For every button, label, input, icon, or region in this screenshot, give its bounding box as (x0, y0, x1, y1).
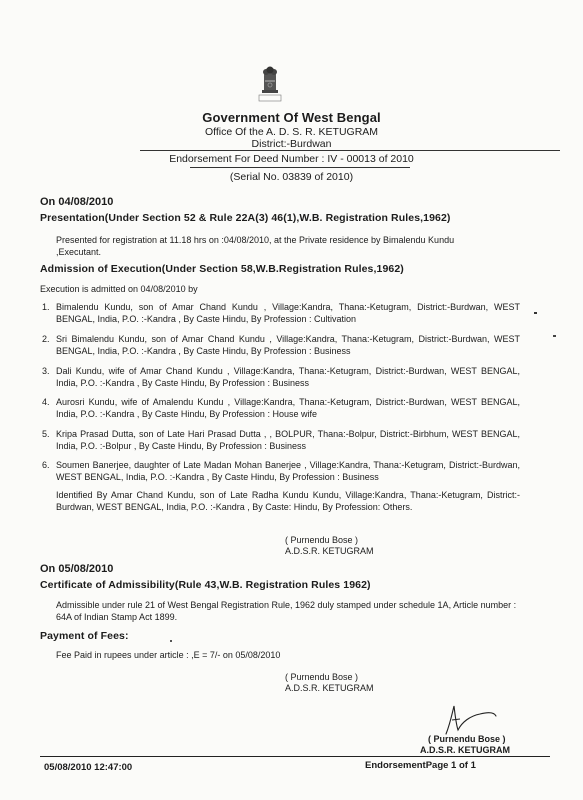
signatory-name: ( Purnendu Bose ) (285, 535, 359, 545)
certificate-date: On 05/08/2010 (40, 563, 114, 575)
scan-speck (553, 335, 556, 337)
signatory-name: ( Purnendu Bose ) (428, 734, 506, 744)
fees-heading: Payment of Fees: (40, 630, 129, 642)
list-item: 3. Dali Kundu, wife of Amar Chand Kundu , Village:Kandra, Thana:-Ketugram, District:-Burdwan, WEST BENGAL, India, P.O. :-Kandra , By Caste Hindu, By Profession : Business (42, 366, 520, 388)
certificate-text: Admissible under rule 21 of West Bengal Registration Rule, 1962 duly stamped under schedule 1A, Article number : 64A of Indian Stamp Act 1899. (56, 600, 517, 622)
fees-signature (285, 672, 374, 694)
list-item: 2. Sri Bimalendu Kundu, son of Amar Chand Kundu , Village:Kandra, Thana:-Ketugram, District:-Burdwan, WEST BENGAL, India, P.O. :-Kandra , By Caste Hindu, By Profession : Business (42, 334, 520, 356)
signatory-name: ( Purnendu Bose ) (285, 672, 359, 682)
footer-divider (40, 756, 550, 757)
list-item: 4. Aurosri Kundu, wife of Amalendu Kundu , Village:Kandra, Thana:-Ketugram, District:-Burdwan, WEST BENGAL, India, P.O. :-Kandra , By Caste Hindu, By Profession : House wife (42, 397, 520, 419)
admission-heading: Admission of Execution(Under Section 58,W.B.Registration Rules,1962) (40, 263, 404, 275)
signatory-title: A.D.S.R. KETUGRAM (285, 546, 374, 556)
final-signature (420, 734, 510, 756)
signatory-title: A.D.S.R. KETUGRAM (420, 745, 510, 755)
header-divider (140, 150, 560, 151)
state-emblem-icon (253, 62, 287, 106)
footer-page-number: EndorsementPage 1 of 1 (365, 760, 476, 771)
presentation-text: Presented for registration at 11.18 hrs on :04/08/2010, at the Private residence by Bimalendu Kundu ,Executant. (56, 235, 455, 257)
presentation-date: On 04/08/2010 (40, 196, 114, 208)
admission-intro: Execution is admitted on 04/08/2010 by (40, 284, 198, 294)
footer-timestamp: 05/08/2010 12:47:00 (44, 762, 133, 773)
district-name: District:-Burdwan (251, 138, 332, 150)
certificate-heading: Certificate of Admissibility(Rule 43,W.B. Registration Rules 1962) (40, 579, 371, 591)
signatory-title: A.D.S.R. KETUGRAM (285, 683, 374, 693)
endorsement-number: Endorsement For Deed Number : IV - 00013 of 2010 (169, 153, 414, 165)
identified-by-text: Identified By Amar Chand Kundu, son of Late Radha Kundu Kundu, Village:Kandra, Thana:-Ketugram, District:-Burdwan, WEST BENGAL, India, P.O. :-Kandra , By Caste: Hindu, By Profession: Others. (56, 490, 520, 512)
list-item: 5. Kripa Prasad Dutta, son of Late Hari Prasad Dutta , , BOLPUR, Thana:-Bolpur, District:-Birbhum, WEST BENGAL, India, P.O. :-Bolpur , By Caste Hindu, By Profession : Business (42, 429, 520, 451)
serial-number: (Serial No. 03839 of 2010) (229, 171, 354, 183)
scan-speck (170, 640, 172, 642)
endorsement-divider (190, 167, 410, 168)
admission-signature (285, 535, 374, 557)
fees-text: Fee Paid in rupees under article : ,E = 7/- on 05/08/2010 (56, 650, 281, 660)
government-title: Government Of West Bengal (202, 110, 381, 125)
office-name: Office Of the A. D. S. R. KETUGRAM (204, 126, 379, 138)
scan-speck (534, 312, 537, 314)
list-item: 6. Soumen Banerjee, daughter of Late Madan Mohan Banerjee , Village:Kandra, Thana:-Ketugram, District:-Burdwan, WEST BENGAL, India, P.O. :-Kandra , By Caste Hindu, By Profession : Business (42, 460, 520, 482)
list-item: 1. Bimalendu Kundu, son of Amar Chand Kundu , Village:Kandra, Thana:-Ketugram, District:-Burdwan, WEST BENGAL, India, P.O. :-Kandra , By Caste Hindu, By Profession : Cultivation (42, 302, 520, 324)
presentation-heading: Presentation(Under Section 52 & Rule 22A(3) 46(1),W.B. Registration Rules,1962) (40, 212, 451, 224)
